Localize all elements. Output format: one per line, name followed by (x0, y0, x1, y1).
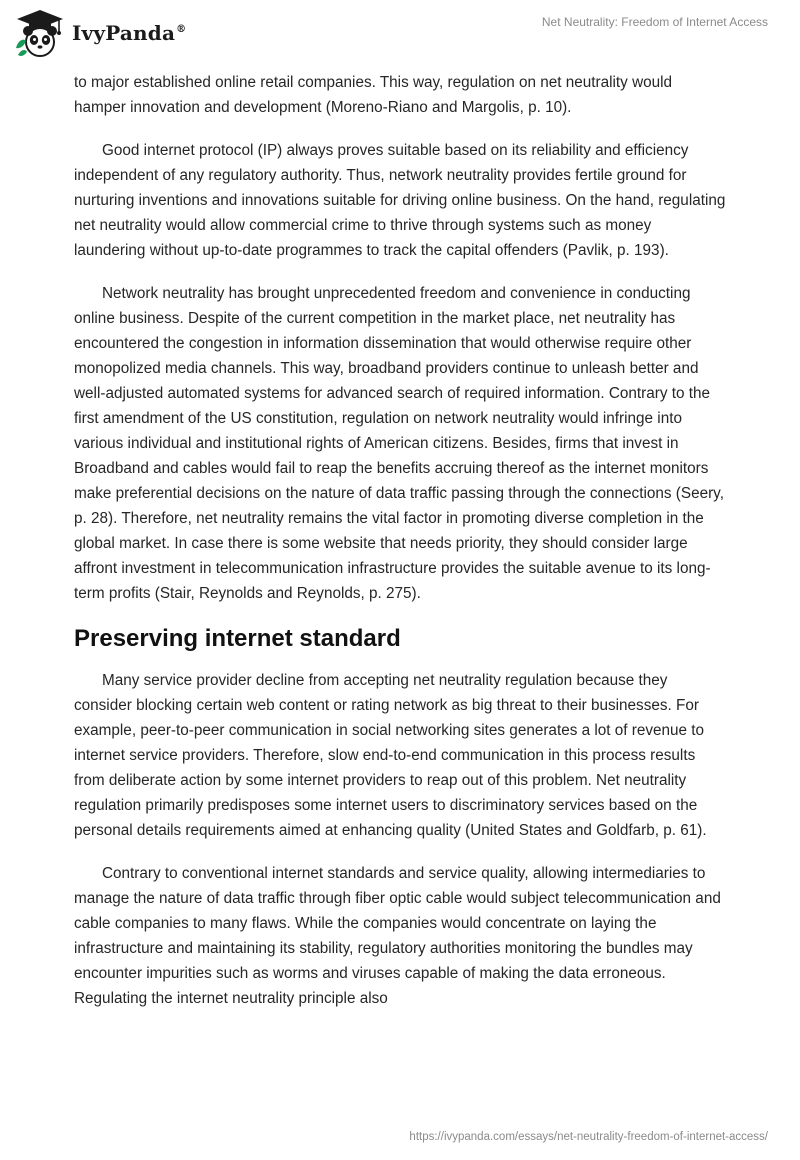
logo-text: IvyPanda (72, 21, 176, 45)
paragraph-network-neutrality-freedom: Network neutrality has brought unprecedented freedom and convenience in conducting online business. Despite of the current competition in the market place, net neutrality has encountered the congestion in information dissemination that would otherwise require other monopolized media channels. This way, broadband providers continue to unleash better and well-adjusted automated systems for advanced search of required information. Contrary to the first amendment of the US constitution, regulation on network neutrality would infringe into various individual and institutional rights of American citizens. Besides, firms that invest in Broadband and cables would fail to reap the benefits accruing thereof as the internet monitors make preferential decisions on the nature of data traffic passing through the connections (Seery, p. 28). Therefore, net neutrality remains the vital factor in promoting diverse completion in the global market. In case there is some website that needs priority, they should consider large affront investment in telecommunication infrastructure provides the suitable avenue to its long-term profits (Stair, Reynolds and Reynolds, p. 275). (74, 285, 724, 602)
article-body (74, 70, 726, 1029)
page-header (0, 0, 800, 70)
registered-mark: ® (176, 24, 187, 36)
paragraph-internet-protocol: Good internet protocol (IP) always proves suitable based on its reliability and efficiency independent of any regulatory authority. Thus, network neutrality provides fertile ground for nurturing inventions and innovations suitable for driving online business. On the hand, regulating net neutrality would allow commercial crime to thrive through systems such as money laundering without up-to-date programmes to track the capital offenders (Pavlik, p. 193). (74, 142, 726, 259)
section-heading: Preserving internet standard (74, 625, 401, 652)
ivypanda-logo[interactable] (14, 8, 186, 58)
paragraph-service-providers: Many service provider decline from accepting net neutrality regulation because they consider blocking certain web content or rating network as big threat to their businesses. For example, peer-to-peer communication in social networking sites generates a lot of revenue to internet service providers. Therefore, slow end-to-end communication in this process results from deliberate action by some internet providers to reap out of this problem. Net neutrality regulation primarily predisposes some internet users to discriminatory services based on the personal details requirements aimed at enhancing quality (United States and Goldfarb, p. 61). (74, 672, 707, 839)
document-title: Net Neutrality: Freedom of Internet Access (541, 15, 768, 29)
source-url-link[interactable]: https://ivypanda.com/essays/net-neutrality-freedom-of-internet-access/ (409, 1131, 768, 1143)
panda-graduate-icon (14, 8, 66, 58)
paragraph-internet-standards: Contrary to conventional internet standards and service quality, allowing intermediaries to manage the nature of data traffic through fiber optic cable would subject telecommunication and cable companies to many flaws. While the companies would concentrate on laying the infrastructure and maintaining its stability, regulatory authorities monitoring the bundles may encounter impurities such as worms and viruses capable of making the data erroneous. Regulating the internet neutrality principle also (74, 865, 721, 1007)
logo-wordmark (72, 21, 186, 45)
paragraph-continuation: to major established online retail companies. This way, regulation on net neutrality would hamper innovation and development (Moreno-Riano and Margolis, p. 10). (74, 74, 673, 116)
